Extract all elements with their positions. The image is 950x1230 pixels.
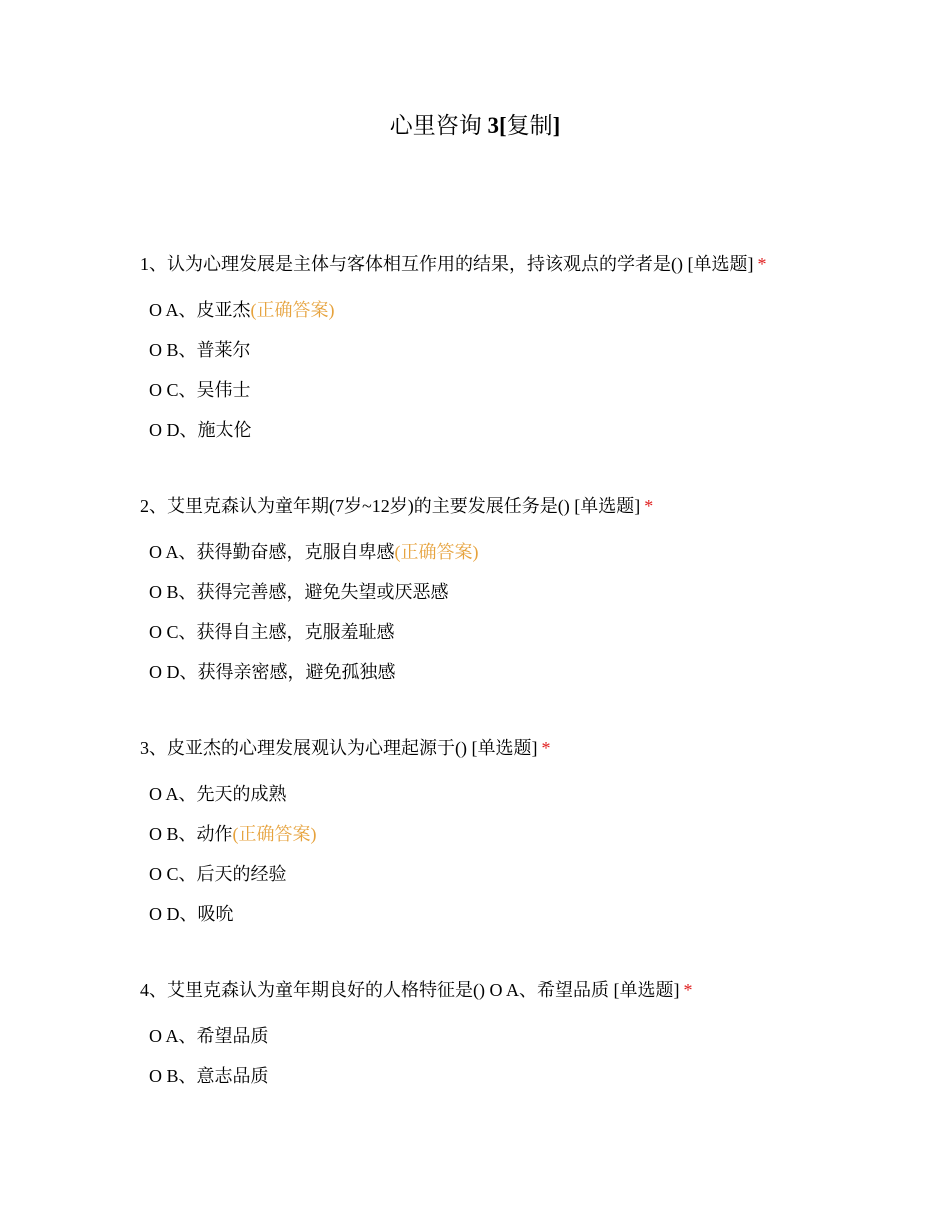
option-label: O D、吸吮 (149, 904, 234, 924)
option-a[interactable] (149, 1024, 900, 1048)
option-d[interactable] (149, 660, 900, 684)
option-label: O A、先天的成熟 (149, 784, 287, 804)
question-text (140, 978, 900, 1002)
option-c[interactable] (149, 378, 900, 402)
question-text (140, 736, 900, 760)
option-label: O B、动作 (149, 824, 233, 844)
option-b[interactable] (149, 580, 900, 604)
option-d[interactable] (149, 902, 900, 926)
option-a[interactable] (149, 298, 900, 322)
page-title (0, 110, 950, 142)
option-c[interactable] (149, 620, 900, 644)
option-label: O D、施太伦 (149, 420, 252, 440)
question-4 (140, 978, 900, 1088)
title-bracket-open: [ (498, 113, 507, 138)
correct-answer-tag: (正确答案) (232, 824, 317, 844)
correct-answer-tag: (正确答案) (250, 300, 335, 320)
title-number: 3 (487, 113, 499, 138)
option-label: O B、获得完善感，避免失望或厌恶感 (149, 582, 449, 602)
option-c[interactable] (149, 862, 900, 886)
option-label: O A、皮亚杰 (149, 300, 251, 320)
title-copy-label: 复制 (506, 113, 553, 138)
title-text: 心里咨询 (389, 113, 488, 138)
option-label: O D、获得亲密感，避免孤独感 (149, 662, 396, 682)
option-b[interactable] (149, 1064, 900, 1088)
question-label: 4、艾里克森认为童年期良好的人格特征是() O A、希望品质 [单选题] (140, 980, 680, 1000)
question-text (140, 494, 900, 518)
question-3 (140, 736, 900, 926)
option-b[interactable] (149, 338, 900, 362)
option-a[interactable] (149, 782, 900, 806)
option-a[interactable] (149, 540, 900, 564)
question-1 (140, 252, 900, 442)
option-b[interactable] (149, 822, 900, 846)
option-label: O B、意志品质 (149, 1066, 269, 1086)
required-mark: * (541, 738, 551, 758)
required-mark: * (644, 496, 654, 516)
option-label: O B、普莱尔 (149, 340, 251, 360)
title-bracket-close: ] (552, 113, 561, 138)
correct-answer-tag: (正确答案) (394, 542, 479, 562)
option-label: O C、吴伟士 (149, 380, 251, 400)
question-text (140, 252, 900, 276)
question-label: 3、皮亚杰的心理发展观认为心理起源于() [单选题] (140, 738, 538, 758)
required-mark: * (683, 980, 693, 1000)
required-mark: * (757, 254, 767, 274)
option-label: O C、获得自主感，克服羞耻感 (149, 622, 395, 642)
option-d[interactable] (149, 418, 900, 442)
option-label: O C、后天的经验 (149, 864, 287, 884)
question-label: 1、认为心理发展是主体与客体相互作用的结果，持该观点的学者是() [单选题] (140, 254, 754, 274)
question-2 (140, 494, 900, 684)
option-label: O A、希望品质 (149, 1026, 269, 1046)
option-label: O A、获得勤奋感，克服自卑感 (149, 542, 395, 562)
question-label: 2、艾里克森认为童年期(7岁~12岁)的主要发展任务是() [单选题] (140, 496, 641, 516)
